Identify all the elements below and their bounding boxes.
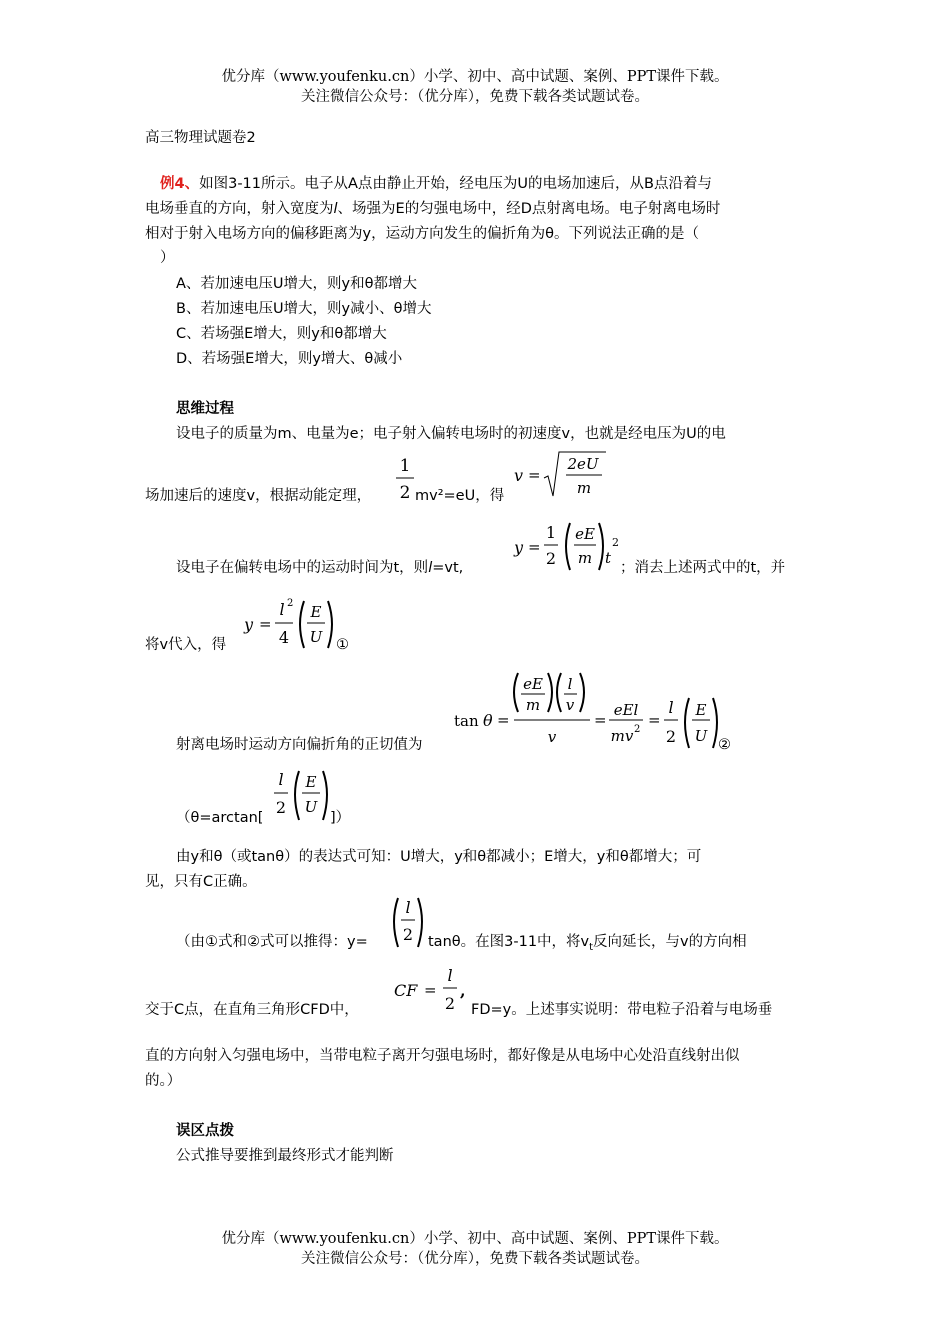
v-denominator: m (576, 479, 592, 497)
y2-left-paren (300, 601, 304, 648)
question-line-3: 相对于射入电场方向的偏移距离为y，运动方向发生的偏折角为θ。下列说法正确的是（ (145, 226, 699, 242)
option-d: D、若场强E增大，则y增大、θ减小 (176, 351, 403, 367)
y1-right-paren (599, 523, 603, 570)
thinking-p1: 设电子的质量为m、电量为e；电子射入偏转电场时的初速度v，也就是经电压为U的电 (176, 426, 726, 442)
cf-comma: , (460, 981, 466, 1000)
y2-inner-den: U (309, 628, 323, 646)
tan-f3-right-paren (713, 698, 717, 748)
y1-left-paren (566, 523, 570, 570)
v-numerator: 2eU (567, 455, 599, 473)
tan-p2-left-paren (557, 673, 561, 712)
thinking-p6a: （θ=arctan[ (176, 810, 264, 826)
arc-inner-num: E (305, 773, 317, 791)
tan-p1-right-paren (548, 673, 552, 712)
tan-f3-inner-den: U (694, 727, 708, 745)
tan-lhs: tan (454, 712, 479, 730)
tan-f2-num: eEl (613, 701, 639, 719)
formula-tan-theta (454, 668, 722, 752)
arc-right-paren (323, 771, 327, 820)
question-text-2b: 、场强为E的匀强电场中，经D点射离电场。电子射离电场时 (337, 201, 721, 217)
question-width-symbol: l (333, 201, 338, 217)
thinking-p3a (176, 556, 463, 580)
question-label: 例4、 (160, 176, 200, 192)
option-a: A、若加速电压U增大，则y和θ都增大 (176, 276, 417, 292)
header-line-2: 关注微信公众号：（优分库），免费下载各类试题试卷。 (301, 89, 649, 105)
half-numerator: 1 (399, 456, 411, 476)
y2-exponent: 2 (287, 598, 294, 609)
question-line-1 (160, 172, 712, 196)
question-line-4: ） (160, 250, 175, 266)
cf-equals: = (424, 981, 437, 999)
y2-denominator: 4 (278, 628, 290, 647)
thinking-p11: 直的方向射入匀强电场中，当带电粒子离开匀强电场时，都好像是从电场中心处沿直线射出似 (145, 1048, 740, 1064)
cf-den: 2 (444, 994, 456, 1013)
y2-numerator: l (279, 600, 285, 619)
y1-t: t (605, 549, 612, 567)
formula-y-result (242, 596, 338, 656)
footer-line-1: 优分库（www.youfenku.cn）小学、初中、高中试题、案例、PPT课件下载。 (221, 1231, 729, 1247)
v-equals: = (528, 466, 541, 484)
cf-num: l (447, 966, 453, 985)
p9-subscript-t: t (589, 941, 594, 953)
tan-equals-1: = (497, 711, 510, 729)
thinking-p9b (428, 930, 747, 960)
arc-den: 2 (275, 798, 287, 817)
arc-left-paren (295, 771, 299, 820)
formula-y-time (512, 518, 622, 578)
thinking-p6b: ]） (330, 810, 351, 826)
y1-inner-den: m (577, 549, 593, 567)
yl-num: l (405, 898, 411, 917)
yl-right-paren (418, 898, 422, 947)
tan-theta-symbol: θ (483, 711, 493, 730)
thinking-p9a: （由①式和②式可以推得：y= (176, 934, 368, 950)
thinking-heading: 思维过程 (176, 401, 234, 417)
tan-f2-exponent: 2 (634, 724, 641, 735)
yl-den: 2 (402, 925, 414, 944)
tan-equals-3: = (648, 711, 661, 729)
tan-p2-right-paren (580, 673, 584, 712)
y2-inner-num: E (310, 603, 322, 621)
option-c: C、若场强E增大，则y和θ都增大 (176, 326, 387, 342)
header-line-1: 优分库（www.youfenku.cn）小学、初中、高中试题、案例、PPT课件下载。 (221, 69, 729, 85)
footer-line-2: 关注微信公众号：（优分库），免费下载各类试题试卷。 (301, 1251, 649, 1267)
tan-f3-num: l (668, 698, 674, 717)
thinking-p12: 的。） (145, 1073, 182, 1089)
equation-mark-1: ① (336, 637, 349, 653)
formula-cf (392, 960, 472, 1020)
tan-p1-den: m (525, 696, 541, 714)
doc-title: 高三物理试题卷2 (145, 130, 256, 146)
y1-lhs: y (514, 538, 524, 557)
p9-text-c: 反向延长，与v的方向相 (593, 934, 747, 950)
question-line-2 (145, 197, 720, 221)
arc-inner-den: U (304, 798, 318, 816)
tan-big-den: v (547, 728, 557, 746)
y1-inner-num: eE (575, 525, 595, 543)
thinking-p7: 由y和θ（或tanθ）的表达式可知：U增大，y和θ都减小；E增大，y和θ都增大；可 (176, 849, 702, 865)
equation-mark-2: ② (718, 737, 731, 753)
y1-equals: = (528, 538, 541, 556)
y1-half-den: 2 (545, 549, 557, 568)
tan-f3-inner-num: E (695, 701, 707, 719)
tan-f3-den: 2 (665, 727, 677, 746)
formula-half (394, 452, 416, 504)
y1-half-num: 1 (545, 523, 557, 542)
thinking-p2a: 场加速后的速度v，根据动能定理， (145, 488, 372, 504)
tan-f2-den: mv (610, 727, 634, 745)
tan-equals-2: = (594, 711, 607, 729)
thinking-p10b: FD=y。上述事实说明：带电粒子沿着与电场垂 (471, 1002, 773, 1018)
v-lhs: v (514, 466, 524, 485)
thinking-p4a: 将v代入，得 (145, 637, 227, 653)
p9-text-b: tanθ。在图3-11中，将v (428, 934, 590, 950)
thinking-p2b: mv²=eU，得 (415, 488, 505, 504)
mistake-heading: 误区点拨 (176, 1123, 234, 1139)
y2-lhs: y (244, 615, 254, 634)
tan-p2-num: l (567, 675, 573, 693)
arc-num: l (278, 770, 284, 789)
p3-width-symbol: l (428, 560, 433, 576)
half-denominator: 2 (399, 483, 411, 503)
p3-text-b: =vt, (432, 560, 464, 576)
formula-y-tan (390, 893, 426, 953)
thinking-p3c: ；消去上述两式中的t，并 (620, 560, 786, 576)
formula-velocity (512, 448, 608, 502)
tan-f3-left-paren (685, 698, 689, 748)
thinking-p10a: 交于C点，在直角三角形CFD中， (145, 1002, 359, 1018)
thinking-p8: 见，只有C正确。 (145, 874, 257, 890)
yl-left-paren (394, 898, 398, 947)
question-text-2a: 电场垂直的方向，射入宽度为 (145, 201, 334, 217)
mistake-text: 公式推导要推到最终形式才能判断 (176, 1148, 394, 1164)
p3-text-a: 设电子在偏转电场中的运动时间为t，则 (176, 560, 429, 576)
question-text-1: 如图3-11所示。电子从A点由静止开始，经电压为U的电场加速后，从B点沿着与 (199, 176, 712, 192)
y2-right-paren (328, 601, 332, 648)
cf-lhs: CF (394, 981, 418, 1000)
y1-t-exponent: 2 (612, 536, 619, 549)
formula-arctan-arg (270, 766, 332, 826)
tan-p1-num: eE (523, 675, 543, 693)
y2-equals: = (259, 615, 272, 633)
tan-p1-left-paren (514, 673, 518, 712)
option-b: B、若加速电压U增大，则y减小、θ增大 (176, 301, 432, 317)
tan-p2-den: v (565, 696, 575, 714)
thinking-p5: 射离电场时运动方向偏折角的正切值为 (176, 737, 423, 753)
